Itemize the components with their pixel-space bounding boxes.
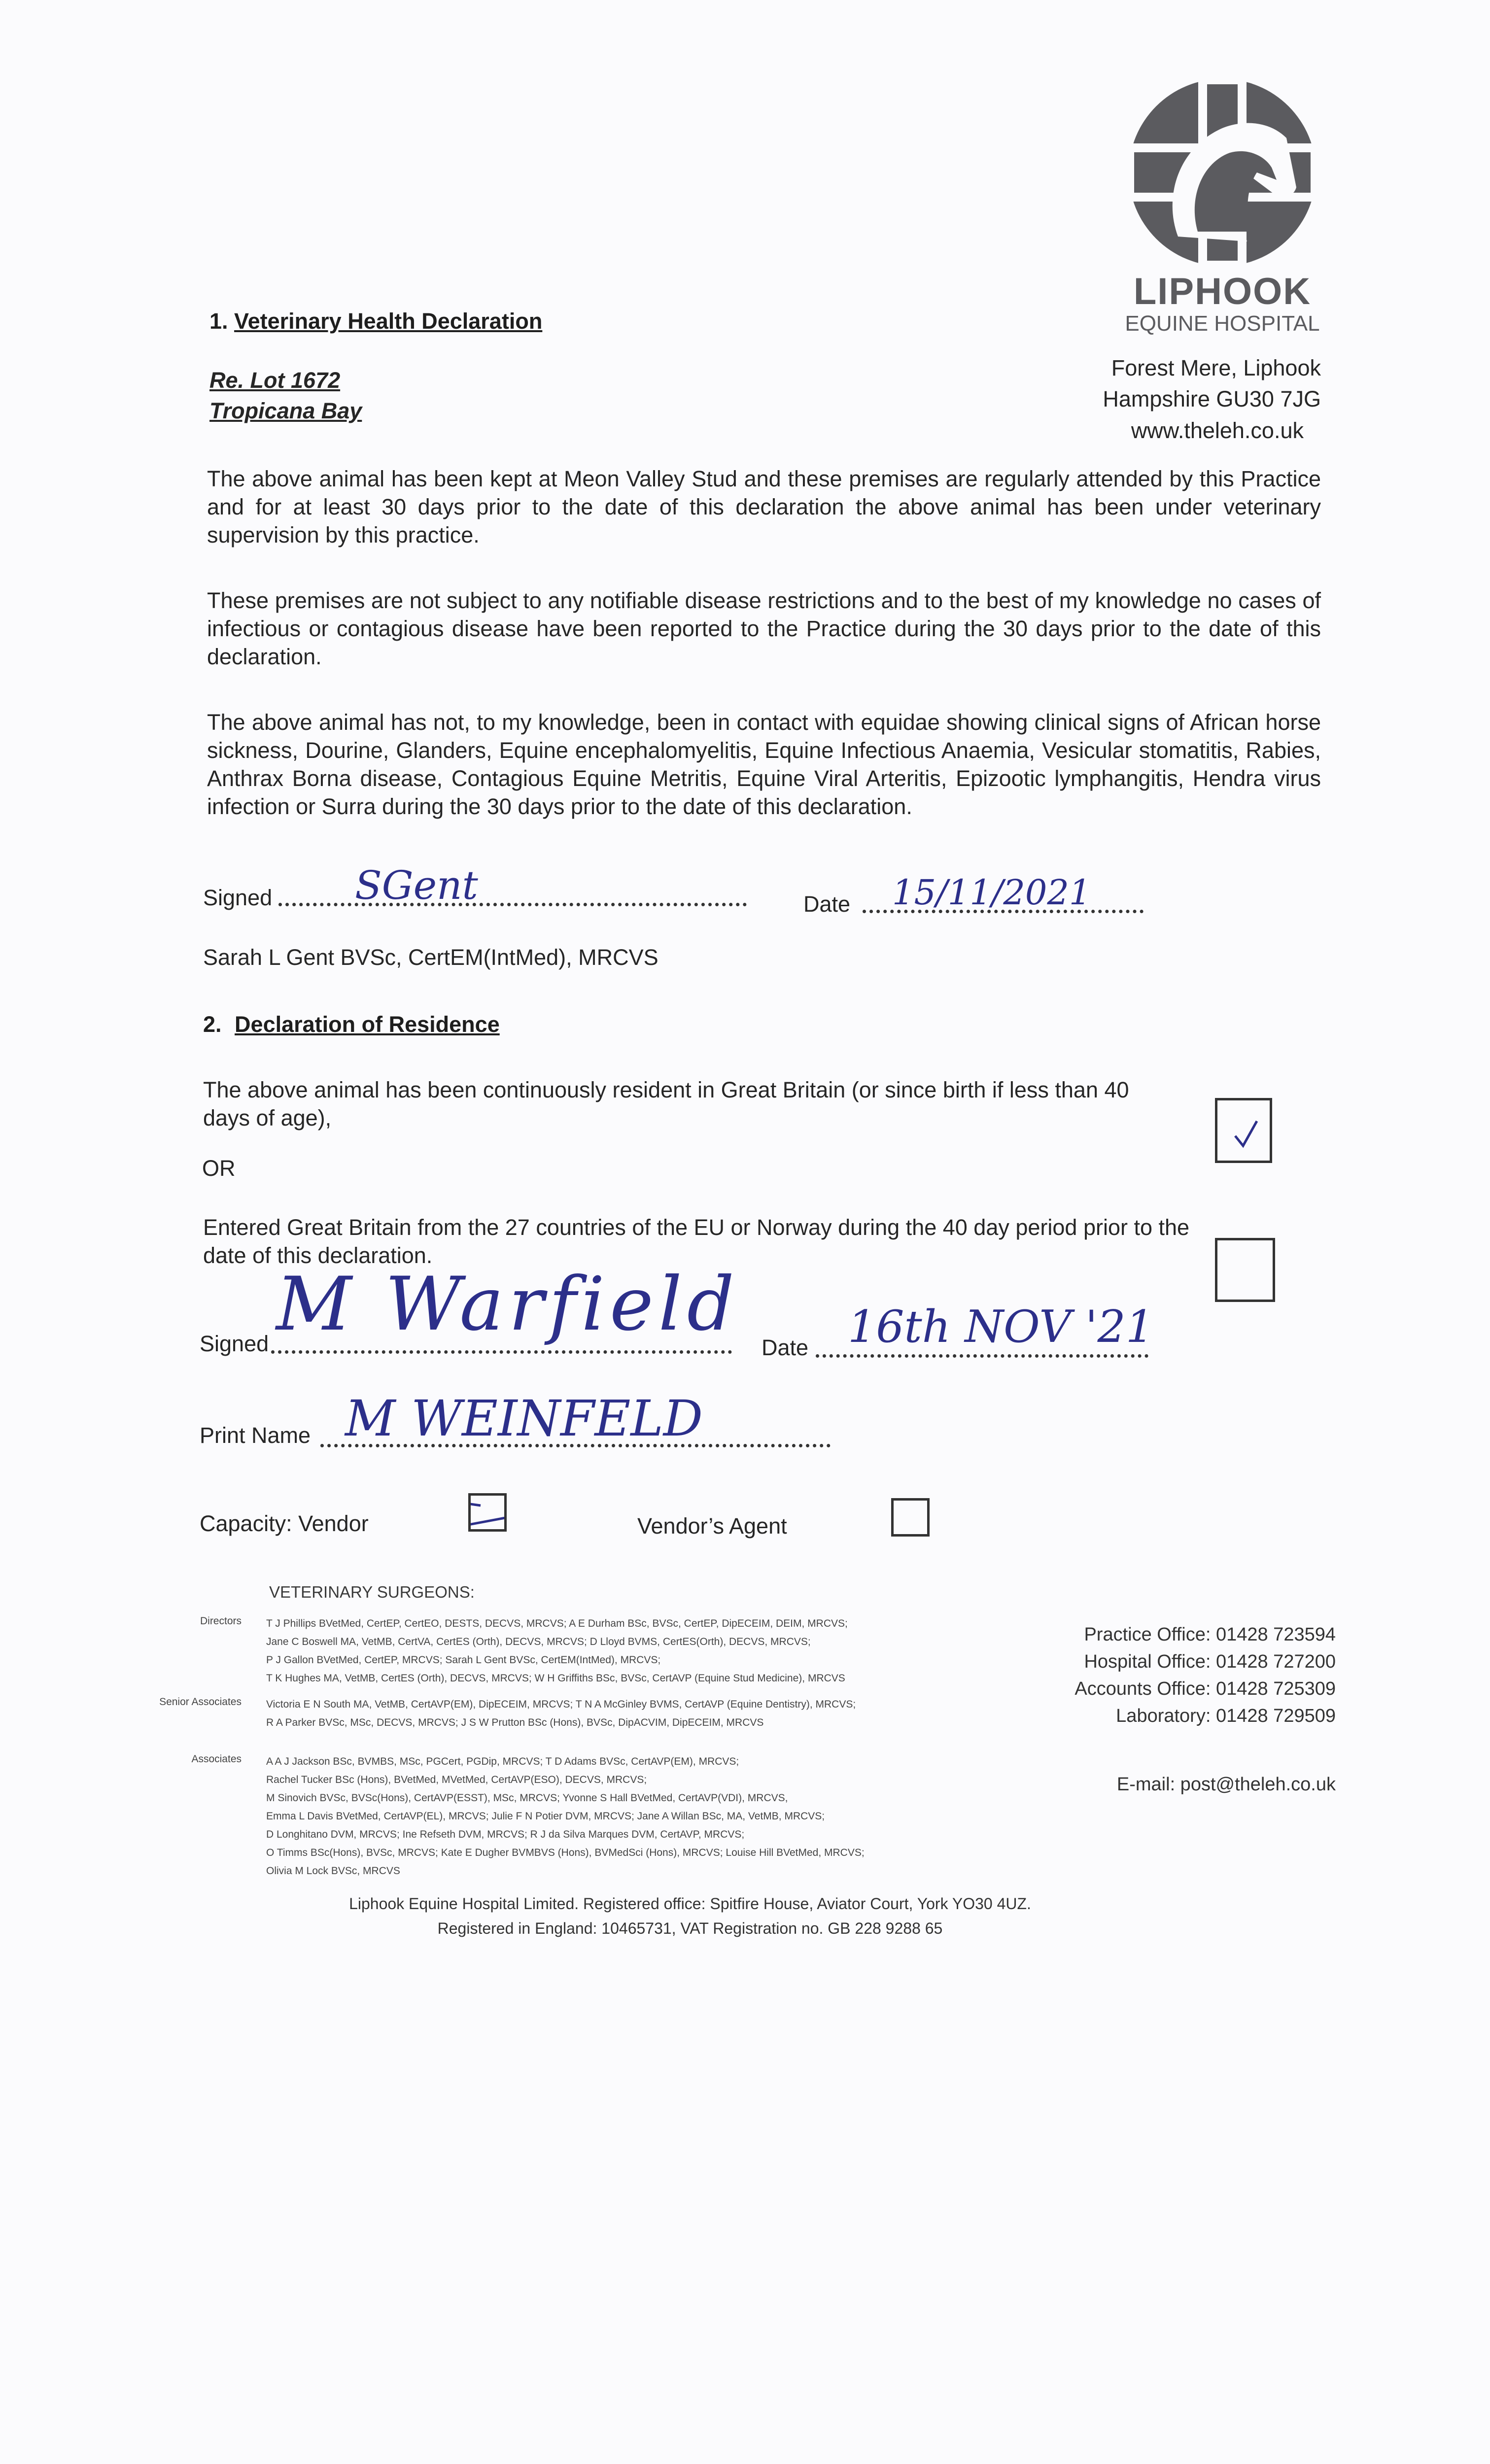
section2-number: 2.	[203, 1012, 222, 1037]
laboratory-phone: Laboratory: 01428 729509	[1116, 1706, 1336, 1726]
surgeon-line: R A Parker BVSc, MSc, DECVS, MRCVS; J S W Prutton BSc (Hons), BVSc, DipACVIM, DipECEIM, MRCVS	[266, 1717, 764, 1728]
role-directors: Directors	[200, 1615, 242, 1627]
address-website[interactable]: www.theleh.co.uk	[1131, 418, 1304, 443]
hospital-office-phone: Hospital Office: 01428 727200	[1084, 1651, 1336, 1672]
residence-option-2-checkbox[interactable]	[1215, 1238, 1275, 1302]
logo-name: LIPHOOK	[1133, 271, 1312, 312]
section1-signature-line	[278, 903, 747, 906]
declaration-paragraph-2: These premises are not subject to any notifiable disease restrictions and to the best of my knowledge no cases of infectious or contagious disease have been reported to the Practice during the 30 days prior to the date of this declaration.	[207, 588, 1321, 669]
residence-option-1: The above animal has been continuously resident in Great Britain (or since birth if less than 40 days of age),	[203, 1077, 1129, 1130]
capacity-vendor-checkbox[interactable]	[468, 1493, 507, 1532]
logo-subname: EQUINE HOSPITAL	[1125, 311, 1320, 336]
accounts-office-phone: Accounts Office: 01428 725309	[1074, 1678, 1336, 1699]
horse-name: Tropicana Bay	[209, 398, 362, 423]
vendors-agent-label: Vendor’s Agent	[637, 1513, 787, 1539]
contacts-block	[1035, 1621, 1336, 1730]
section1-signatory: Sarah L Gent BVSc, CertEM(IntMed), MRCVS	[203, 945, 658, 970]
surgeon-line: T J Phillips BVetMed, CertEP, CertEO, DESTS, DECVS, MRCVS; A E Durham BSc, BVSc, CertEP, DipECEIM, DEIM, MRCVS;	[266, 1618, 848, 1629]
section1-title: Veterinary Health Declaration	[234, 308, 543, 334]
footer-line-2: Registered in England: 10465731, VAT Registration no. GB 228 9288 65	[437, 1919, 943, 1937]
associates-list	[266, 1752, 1035, 1880]
surgeon-line: O Timms BSc(Hons), BVSc, MRCVS; Kate E Dugher BVMBVS (Hons), BVMedSci (Hons), MRCVS; Louise Hill BVetMed, MRCVS;	[266, 1847, 865, 1858]
section2-date-value: 16th NOV '21	[848, 1301, 1154, 1353]
capacity-vendor-label: Capacity: Vendor	[200, 1511, 369, 1536]
section2-signature: M Warfield	[276, 1262, 739, 1347]
section2-title: Declaration of Residence	[235, 1012, 500, 1037]
lot-reference: Re. Lot 1672	[209, 368, 341, 393]
surgeon-line: P J Gallon BVetMed, CertEP, MRCVS; Sarah L Gent BVSc, CertEM(IntMed), MRCVS;	[266, 1654, 661, 1666]
surgeon-line: Jane C Boswell MA, VetMB, CertVA, CertES (Orth), DECVS, MRCVS; D Lloyd BVMS, CertES(Orth), DECVS, MRCVS;	[266, 1636, 811, 1647]
senior-associates-list	[266, 1695, 1035, 1732]
surgeon-line: Rachel Tucker BSc (Hons), BVetMed, MVetMed, CertAVP(ESO), DECVS, MRCVS;	[266, 1774, 647, 1785]
print-name-value: M WEINFELD	[345, 1390, 703, 1447]
surgeon-line: M Sinovich BVSc, BVSc(Hons), CertAVP(ESST), MSc, MRCVS; Yvonne S Hall BVetMed, CertAVP(VDI), MRCVS,	[266, 1792, 788, 1804]
address-line-2: Hampshire GU30 7JG	[1103, 386, 1321, 411]
section1-signed-label: Signed	[203, 885, 273, 910]
checkmark-icon	[471, 1496, 504, 1529]
surgeon-line: T K Hughes MA, VetMB, CertES (Orth), DECVS, MRCVS; W H Griffiths BSc, BVSc, CertAVP (Equine Stud Medicine), MRCVS	[266, 1673, 845, 1684]
declaration-paragraph-1: The above animal has been kept at Meon Valley Stud and these premises are regularly attended by this Practice and for at least 30 days prior to the date of this declaration the above animal has been under veterinary supervision by this practice.	[207, 466, 1321, 548]
residence-option-2: Entered Great Britain from the 27 countries of the EU or Norway during the 40 day period prior to the date of this declaration.	[203, 1215, 1190, 1268]
surgeons-title: VETERINARY SURGEONS:	[269, 1583, 475, 1601]
footer-line-1: Liphook Equine Hospital Limited. Registered office: Spitfire House, Aviator Court, York YO30 4UZ.	[349, 1895, 1031, 1913]
section1-date-value: 15/11/2021	[892, 872, 1091, 913]
role-senior-associates: Senior Associates	[159, 1696, 242, 1708]
section2-date-line	[816, 1354, 1148, 1358]
surgeon-line: D Longhitano DVM, MRCVS; Ine Refseth DVM, MRCVS; R J da Silva Marques DVM, CertAVP, MRCVS;	[266, 1829, 745, 1840]
contact-email[interactable]: E-mail: post@theleh.co.uk	[1116, 1774, 1336, 1795]
section1-heading	[209, 308, 542, 334]
print-name-label: Print Name	[200, 1423, 311, 1448]
vendors-agent-checkbox[interactable]	[891, 1498, 930, 1537]
or-separator: OR	[202, 1156, 236, 1181]
section2-heading	[203, 1012, 500, 1037]
surgeon-line: A A J Jackson BSc, BVMBS, MSc, PGCert, PGDip, MRCVS; T D Adams BVSc, CertAVP(EM), MRCVS;	[266, 1756, 739, 1767]
horse-head-logo-icon	[1124, 74, 1321, 271]
role-associates: Associates	[191, 1753, 242, 1765]
declaration-paragraph-3: The above animal has not, to my knowledge, been in contact with equidae showing clinical signs of African horse sickness, Dourine, Glanders, Equine encephalomyelitis, Equine Infectious Anaemia, Vesicular stomatitis, Rabies, Anthrax Borna disease, Contagious Equine Metritis, Equine Viral Arteritis, Epizootic lymphangitis, Hendra virus infection or Surra during the 30 days prior to the date of this declaration.	[207, 710, 1321, 819]
surgeon-line: Olivia M Lock BVSc, MRCVS	[266, 1865, 400, 1877]
section1-number: 1.	[209, 308, 228, 334]
checkmark-icon	[1217, 1100, 1270, 1161]
section1-signature: SGent	[355, 862, 478, 908]
practice-office-phone: Practice Office: 01428 723594	[1084, 1624, 1336, 1645]
section2-date-label: Date	[762, 1335, 809, 1360]
section1-date-label: Date	[803, 891, 851, 917]
section2-signature-line	[271, 1350, 732, 1354]
surgeon-line: Victoria E N South MA, VetMB, CertAVP(EM), DipECEIM, MRCVS; T N A McGinley BVMS, CertAVP (Equine Dentistry), MRCVS;	[266, 1699, 856, 1710]
address-line-1: Forest Mere, Liphook	[1111, 355, 1321, 380]
surgeon-line: Emma L Davis BVetMed, CertAVP(EL), MRCVS; Julie F N Potier DVM, MRCVS; Jane A Willan BSc, MA, VetMB, MRCVS;	[266, 1811, 825, 1822]
section2-signed-label: Signed	[200, 1331, 269, 1356]
directors-list	[266, 1614, 1035, 1687]
residence-option-1-checkbox[interactable]	[1215, 1098, 1272, 1163]
